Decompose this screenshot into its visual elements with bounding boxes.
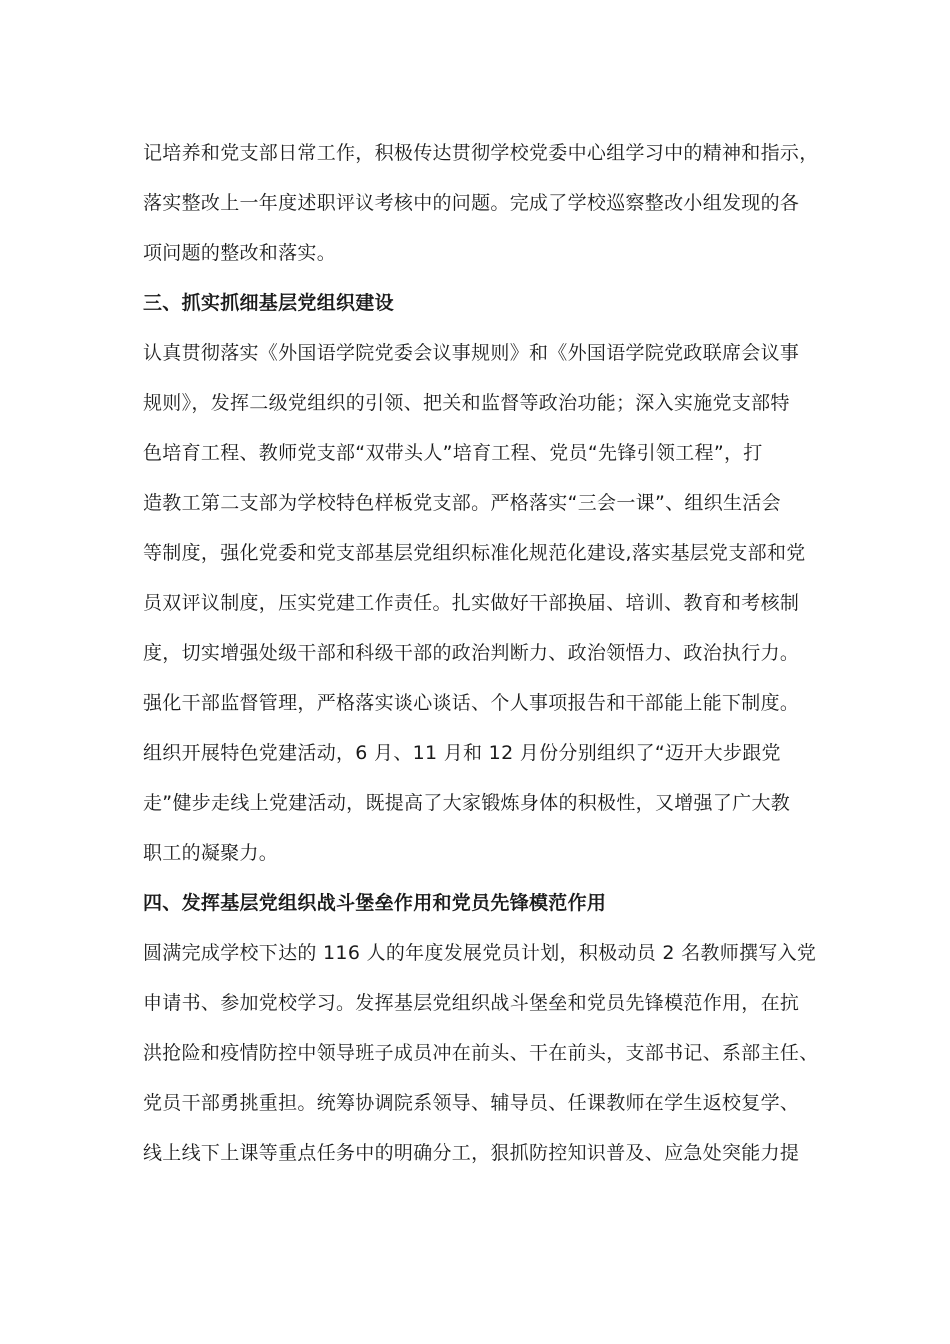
body-text-line: 党员干部勇挑重担。统筹协调院系领导、辅导员、任课教师在学生返校复学、 [143,1092,800,1114]
body-text-line: 度，切实增强处级干部和科级干部的政治判断力、政治领悟力、政治执行力。 [143,642,800,664]
body-text-line: 造教工第二支部为学校特色样板党支部。严格落实“三会一课”、组织生活会 [143,492,781,514]
body-text-line: 色培育工程、教师党支部“双带头人”培育工程、党员“先锋引领工程”，打 [143,442,763,464]
body-text-line: 认真贯彻落实《外国语学院党委会议事规则》和《外国语学院党政联席会议事 [143,342,800,364]
body-text-line: 组织开展特色党建活动，6 月、11 月和 12 月份分别组织了“迈开大步跟党 [143,742,781,764]
body-text-line: 落实整改上一年度述职评议考核中的问题。完成了学校巡察整改小组发现的各 [143,192,800,214]
section-heading: 三、抓实抓细基层党组织建设 [143,292,394,314]
body-text-line: 走”健步走线上党建活动，既提高了大家锻炼身体的积极性，又增强了广大教 [143,792,791,814]
body-text-line: 职工的凝聚力。 [143,842,279,864]
body-text-line: 记培养和党支部日常工作，积极传达贯彻学校党委中心组学习中的精神和指示， [143,142,819,164]
section-heading: 四、发挥基层党组织战斗堡垒作用和党员先锋模范作用 [143,892,607,914]
body-text-line: 强化干部监督管理，严格落实谈心谈话、个人事项报告和干部能上能下制度。 [143,692,800,714]
body-text-line: 规则》，发挥二级党组织的引领、把关和监督等政治功能；深入实施党支部特 [143,392,790,414]
body-text-line: 申请书、参加党校学习。发挥基层党组织战斗堡垒和党员先锋模范作用，在抗 [143,992,800,1014]
body-text-line: 线上线下上课等重点任务中的明确分工，狠抓防控知识普及、应急处突能力提 [143,1142,800,1164]
body-text-line: 员双评议制度，压实党建工作责任。扎实做好干部换届、培训、教育和考核制 [143,592,800,614]
body-text-line: 洪抢险和疫情防控中领导班子成员冲在前头、干在前头，支部书记、系部主任、 [143,1042,819,1064]
body-text-line: 等制度，强化党委和党支部基层党组织标准化规范化建设,落实基层党支部和党 [143,542,806,564]
body-text-line: 圆满完成学校下达的 116 人的年度发展党员计划，积极动员 2 名教师撰写入党 [143,942,817,964]
body-text-line: 项问题的整改和落实。 [143,242,337,264]
